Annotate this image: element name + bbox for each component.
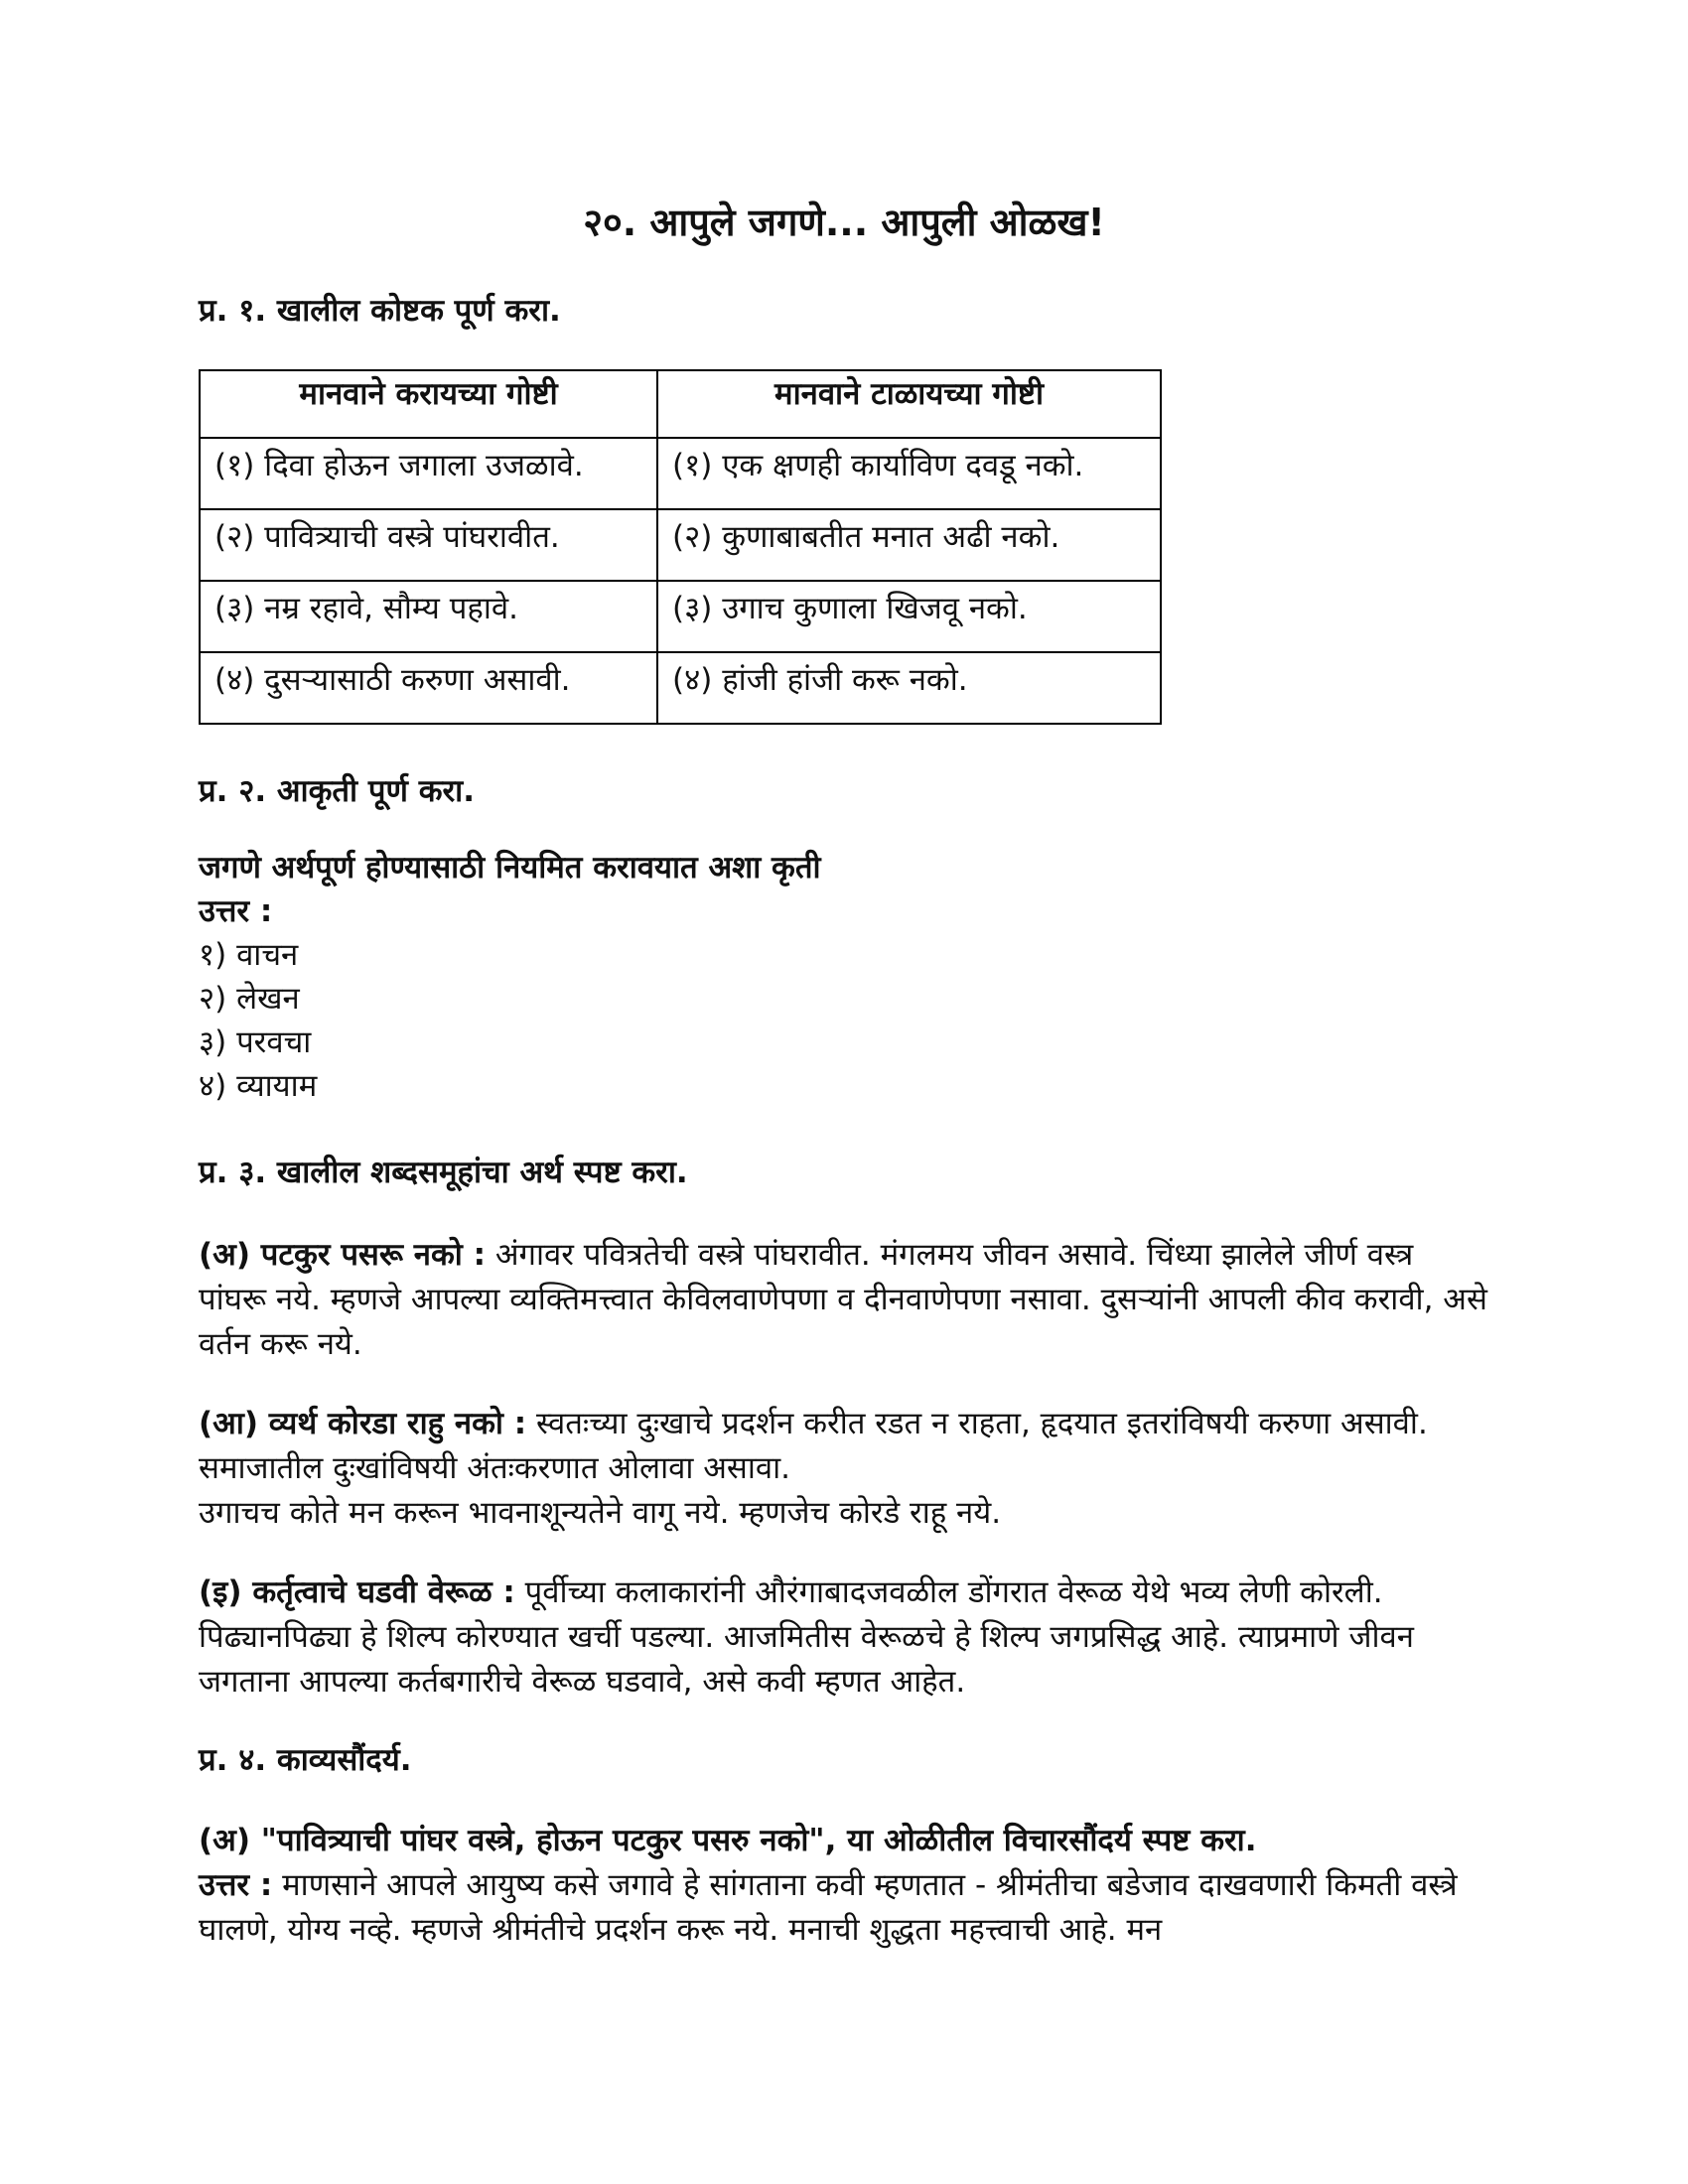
question-1-heading: प्र. १. खालील कोष्टक पूर्ण करा. xyxy=(199,293,561,329)
table-cell: (४) दुसऱ्यासाठी करुणा असावी. xyxy=(200,652,657,724)
explanation-aa xyxy=(199,1402,1489,1536)
term-label: (आ) व्यर्थ कोरडा राहु नको : xyxy=(199,1406,527,1441)
table-row xyxy=(200,438,1161,509)
table-cell: (३) उगाच कुणाला खिजवू नको. xyxy=(657,581,1161,652)
table-cell: (१) दिवा होऊन जगाला उजळावे. xyxy=(200,438,657,509)
explanation-text-line: उगाचच कोते मन करून भावनाशून्यतेने वागू नये. म्हणजेच कोरडे राहू नये. xyxy=(199,1495,1002,1531)
table-row xyxy=(200,509,1161,581)
column-header-avoid: मानवाने टाळायच्या गोष्टी xyxy=(657,370,1161,438)
table-row xyxy=(200,581,1161,652)
table-cell: (२) कुणाबाबतीत मनात अढी नको. xyxy=(657,509,1161,581)
table-cell: (१) एक क्षणही कार्याविण दवडू नको. xyxy=(657,438,1161,509)
question-2-subheading: जगणे अर्थपूर्ण होण्यासाठी नियमित करावयात अशा कृती xyxy=(199,850,821,886)
list-item: २) लेखन xyxy=(199,981,300,1017)
question-4-a: (अ) "पावित्र्याची पांघर वस्त्रे, होऊन पटकुर पसरु नको", या ओळीतील विचारसौंदर्य स्पष्ट करा. xyxy=(199,1823,1257,1858)
explanation-text: पूर्वीच्या कलाकारांनी औरंगाबादजवळील डोंगरात वेरूळ येथे भव्य लेणी कोरली. पिढ्यानपिढ्या हे शिल्प कोरण्यात खर्ची पडल्या. आजमितीस वेरूळचे हे शिल्प जगप्रसिद्ध आहे. त्याप्रमाणे जीवन जगताना आपल्या कर्तबगारीचे वेरूळ घडवावे, असे कवी म्हणत आहेत. xyxy=(199,1574,1414,1700)
question-4-heading: प्र. ४. काव्यसौंदर्य. xyxy=(199,1742,412,1778)
table-cell: (३) नम्र रहावे, सौम्य पहावे. xyxy=(200,581,657,652)
answer-label: उत्तर : xyxy=(199,893,273,929)
explanation-a xyxy=(199,1233,1489,1367)
explanation-text: अंगावर पवित्रतेची वस्त्रे पांघरावीत. मंगलमय जीवन असावे. चिंध्या झालेले जीर्ण वस्त्र पांघरू नये. म्हणजे आपल्या व्यक्तिमत्त्वात केविलवाणेपणा व दीनवाणेपणा नसावा. दुसऱ्यांनी आपली कीव करावी, असे वर्तन करू नये. xyxy=(199,1237,1487,1362)
term-label: (अ) पटकुर पसरू नको : xyxy=(199,1237,486,1273)
question-2-heading: प्र. २. आकृती पूर्ण करा. xyxy=(199,773,475,809)
table-cell: (४) हांजी हांजी करू नको. xyxy=(657,652,1161,724)
page-title: २०. आपुले जगणे... आपुली ओळख! xyxy=(583,201,1105,244)
answer-text: माणसाने आपले आयुष्य कसे जगावे हे सांगताना कवी म्हणतात - श्रीमंतीचा बडेजाव दाखवणारी किमती वस्त्रे घालणे, योग्य नव्हे. म्हणजे श्रीमंतीचे प्रदर्शन करू नये. मनाची शुद्धता महत्त्वाची आहे. मन xyxy=(199,1867,1458,1948)
answer-paragraph xyxy=(199,1863,1489,1953)
question-3-heading: प्र. ३. खालील शब्दसमूहांचा अर्थ स्पष्ट करा. xyxy=(199,1155,688,1190)
table-row xyxy=(200,652,1161,724)
column-header-do: मानवाने करायच्या गोष्टी xyxy=(200,370,657,438)
term-label: (इ) कर्तृत्वाचे घडवी वेरूळ : xyxy=(199,1574,515,1610)
list-item: ४) व्यायाम xyxy=(199,1068,318,1104)
comparison-table xyxy=(199,369,1162,725)
explanation-i xyxy=(199,1570,1489,1705)
list-item: १) वाचन xyxy=(199,937,299,973)
table-header-row xyxy=(200,370,1161,438)
table-cell: (२) पावित्र्याची वस्त्रे पांघरावीत. xyxy=(200,509,657,581)
answer-label: उत्तर : xyxy=(199,1867,273,1903)
list-item: ३) परवचा xyxy=(199,1024,312,1060)
explanation-text: स्वतःच्या दुःखाचे प्रदर्शन करीत रडत न राहता, हृदयात इतरांविषयी करुणा असावी. समाजातील दुःखांविषयी अंतःकरणात ओलावा असावा. xyxy=(199,1406,1428,1486)
